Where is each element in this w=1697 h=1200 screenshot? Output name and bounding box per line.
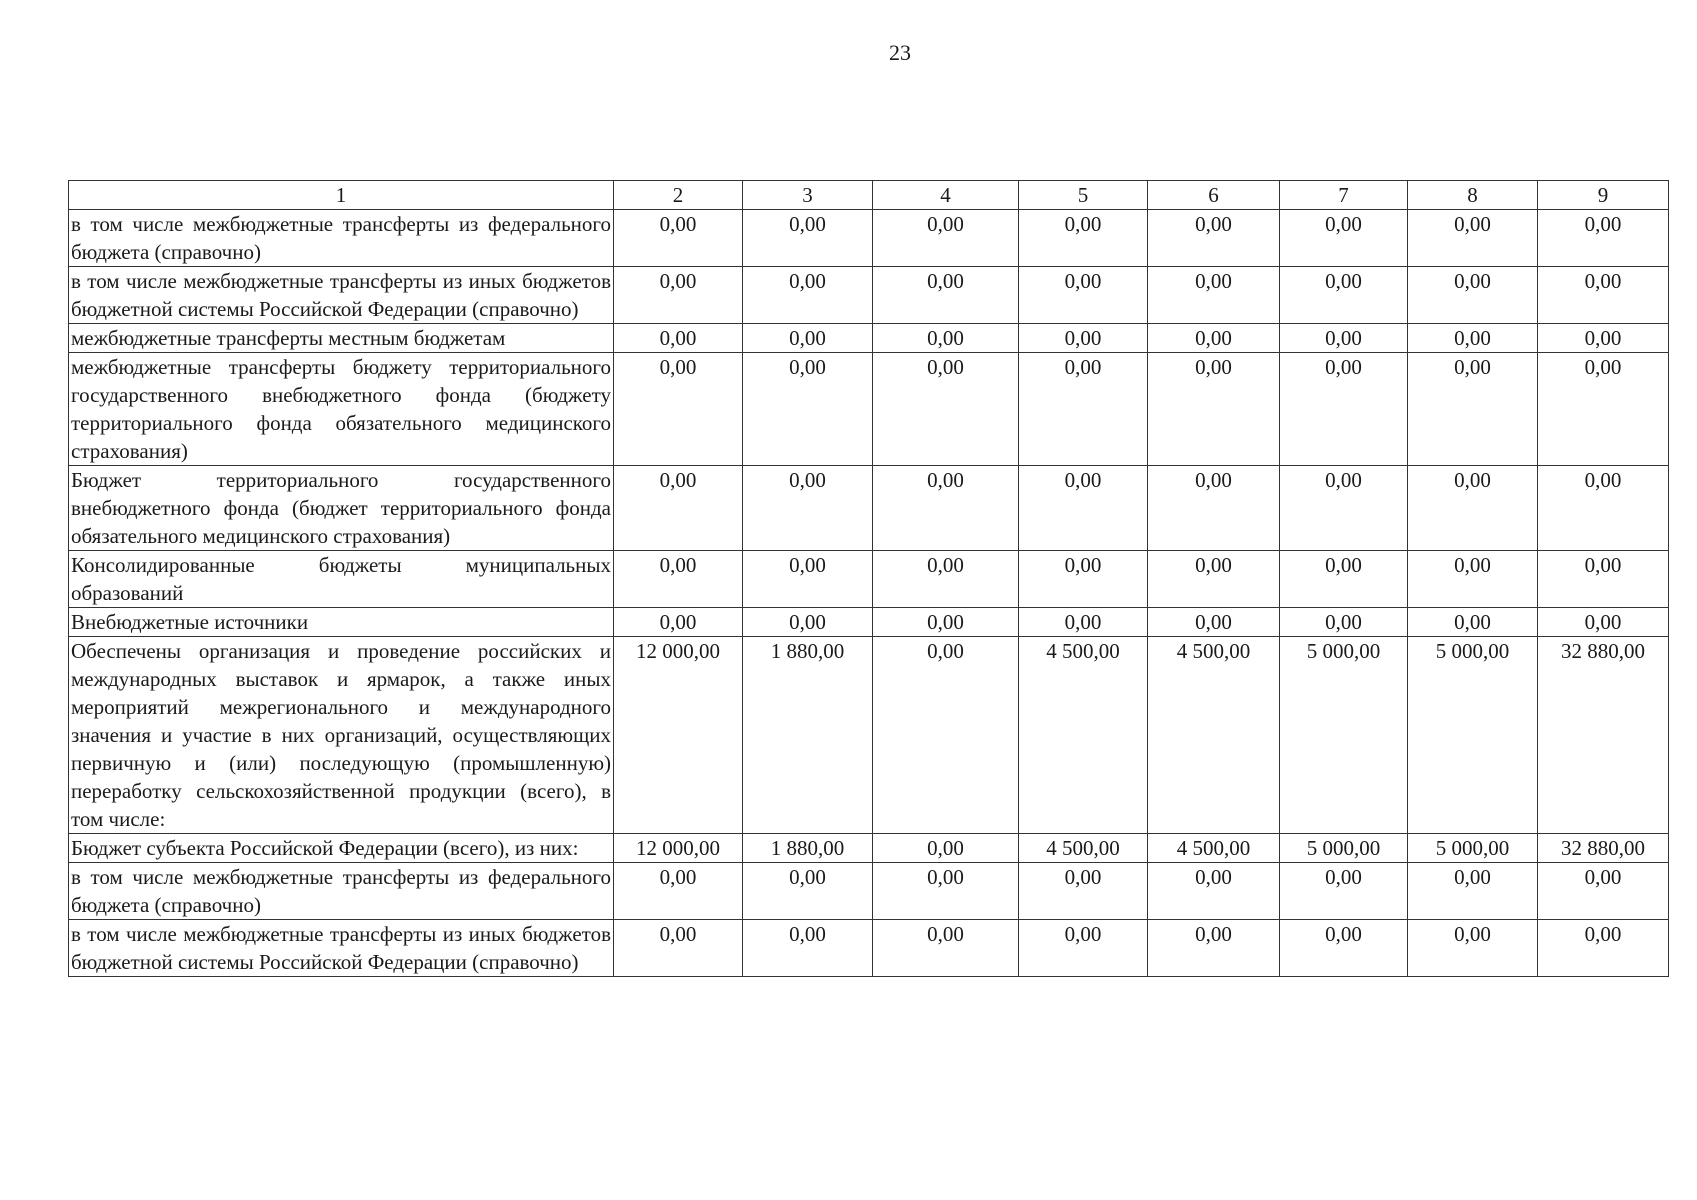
cell-value: 0,00 [614,863,743,920]
table-row [69,608,1669,637]
cell-value: 12 000,00 [614,834,743,863]
cell-value: 0,00 [614,267,743,324]
cell-value: 1 880,00 [743,637,873,834]
row-label: Внебюджетные источники [69,608,614,637]
cell-value: 0,00 [743,608,873,637]
cell-value: 0,00 [873,353,1019,466]
cell-value: 0,00 [614,324,743,353]
cell-value: 0,00 [873,466,1019,551]
cell-value: 0,00 [1148,551,1280,608]
cell-value: 0,00 [743,210,873,267]
cell-value: 0,00 [1280,353,1408,466]
cell-value: 0,00 [743,863,873,920]
cell-value: 1 880,00 [743,834,873,863]
cell-value: 0,00 [1408,210,1538,267]
cell-value: 0,00 [1019,210,1148,267]
row-label: Обеспечены организация и проведение российских и международных выставок и ярмарок, а также иных мероприятий межрегионального и международного значения и участие в них организаций, осуществляющих первичную и (или) последующую (промышленную) переработку сельскохозяйственной продукции (всего), в том числе: [69,637,614,834]
column-header-4: 4 [873,181,1019,210]
cell-value: 0,00 [614,466,743,551]
cell-value: 0,00 [743,353,873,466]
row-label: межбюджетные трансферты бюджету территориального государственного внебюджетного фонда (бюджету территориального фонда обязательного медицинского страхования) [69,353,614,466]
cell-value: 0,00 [1148,353,1280,466]
cell-value: 0,00 [873,210,1019,267]
table-row [69,920,1669,977]
cell-value: 0,00 [1148,608,1280,637]
cell-value: 0,00 [1148,863,1280,920]
column-header-7: 7 [1280,181,1408,210]
cell-value: 0,00 [1408,324,1538,353]
column-header-6: 6 [1148,181,1280,210]
cell-value: 0,00 [873,324,1019,353]
header-row [69,181,1669,210]
cell-value: 0,00 [1280,267,1408,324]
cell-value: 5 000,00 [1408,834,1538,863]
cell-value: 0,00 [873,637,1019,834]
cell-value: 0,00 [1019,920,1148,977]
cell-value: 0,00 [1019,863,1148,920]
cell-value: 0,00 [873,608,1019,637]
row-label: в том числе межбюджетные трансферты из иных бюджетов бюджетной системы Российской Федерации (справочно) [69,267,614,324]
cell-value: 0,00 [1019,608,1148,637]
column-header-2: 2 [614,181,743,210]
table-row [69,551,1669,608]
table-row [69,324,1669,353]
column-header-5: 5 [1019,181,1148,210]
cell-value: 4 500,00 [1019,637,1148,834]
page-number: 23 [889,40,911,65]
cell-value: 0,00 [1538,863,1669,920]
cell-value: 0,00 [614,920,743,977]
row-label: Бюджет территориального государственного внебюджетного фонда (бюджет территориального фонда обязательного медицинского страхования) [69,466,614,551]
cell-value: 0,00 [1408,267,1538,324]
cell-value: 0,00 [873,551,1019,608]
cell-value: 4 500,00 [1019,834,1148,863]
cell-value: 0,00 [1408,551,1538,608]
cell-value: 0,00 [1538,210,1669,267]
cell-value: 0,00 [1538,920,1669,977]
cell-value: 0,00 [1280,608,1408,637]
cell-value: 0,00 [1538,267,1669,324]
row-label: межбюджетные трансферты местным бюджетам [69,324,614,353]
cell-value: 0,00 [614,608,743,637]
cell-value: 4 500,00 [1148,637,1280,834]
cell-value: 0,00 [873,267,1019,324]
budget-table [68,180,1669,977]
cell-value: 0,00 [1538,324,1669,353]
cell-value: 0,00 [1148,324,1280,353]
table-body [69,181,1669,977]
cell-value: 0,00 [1280,210,1408,267]
cell-value: 0,00 [1280,863,1408,920]
table-row [69,466,1669,551]
column-header-8: 8 [1408,181,1538,210]
cell-value: 0,00 [1280,466,1408,551]
cell-value: 0,00 [873,863,1019,920]
cell-value: 0,00 [1538,551,1669,608]
cell-value: 0,00 [1408,608,1538,637]
table-row [69,834,1669,863]
cell-value: 0,00 [743,551,873,608]
cell-value: 0,00 [1408,466,1538,551]
cell-value: 32 880,00 [1538,637,1669,834]
column-header-3: 3 [743,181,873,210]
cell-value: 0,00 [1148,210,1280,267]
cell-value: 0,00 [1538,353,1669,466]
cell-value: 0,00 [743,324,873,353]
cell-value: 0,00 [1408,353,1538,466]
cell-value: 5 000,00 [1408,637,1538,834]
cell-value: 5 000,00 [1280,834,1408,863]
cell-value: 0,00 [1148,920,1280,977]
table-row [69,267,1669,324]
cell-value: 0,00 [1148,267,1280,324]
cell-value: 0,00 [1538,608,1669,637]
row-label: в том числе межбюджетные трансферты из федерального бюджета (справочно) [69,863,614,920]
cell-value: 0,00 [1019,324,1148,353]
column-header-1: 1 [69,181,614,210]
cell-value: 5 000,00 [1280,637,1408,834]
table-row [69,210,1669,267]
cell-value: 0,00 [614,210,743,267]
row-label: в том числе межбюджетные трансферты из иных бюджетов бюджетной системы Российской Федерации (справочно) [69,920,614,977]
cell-value: 32 880,00 [1538,834,1669,863]
cell-value: 0,00 [1148,466,1280,551]
cell-value: 0,00 [1019,551,1148,608]
table-row [69,863,1669,920]
table-row [69,637,1669,834]
column-header-9: 9 [1538,181,1669,210]
row-label: Бюджет субъекта Российской Федерации (всего), из них: [69,834,614,863]
cell-value: 0,00 [1408,920,1538,977]
cell-value: 0,00 [743,920,873,977]
cell-value: 0,00 [1280,920,1408,977]
cell-value: 0,00 [1408,863,1538,920]
cell-value: 0,00 [743,267,873,324]
cell-value: 0,00 [873,834,1019,863]
cell-value: 0,00 [1280,324,1408,353]
row-label: Консолидированные бюджеты муниципальных образований [69,551,614,608]
cell-value: 0,00 [614,551,743,608]
row-label: в том числе межбюджетные трансферты из федерального бюджета (справочно) [69,210,614,267]
cell-value: 0,00 [614,353,743,466]
cell-value: 0,00 [1280,551,1408,608]
cell-value: 4 500,00 [1148,834,1280,863]
cell-value: 0,00 [1019,353,1148,466]
table-row [69,353,1669,466]
cell-value: 12 000,00 [614,637,743,834]
cell-value: 0,00 [1538,466,1669,551]
cell-value: 0,00 [743,466,873,551]
cell-value: 0,00 [1019,466,1148,551]
cell-value: 0,00 [873,920,1019,977]
cell-value: 0,00 [1019,267,1148,324]
